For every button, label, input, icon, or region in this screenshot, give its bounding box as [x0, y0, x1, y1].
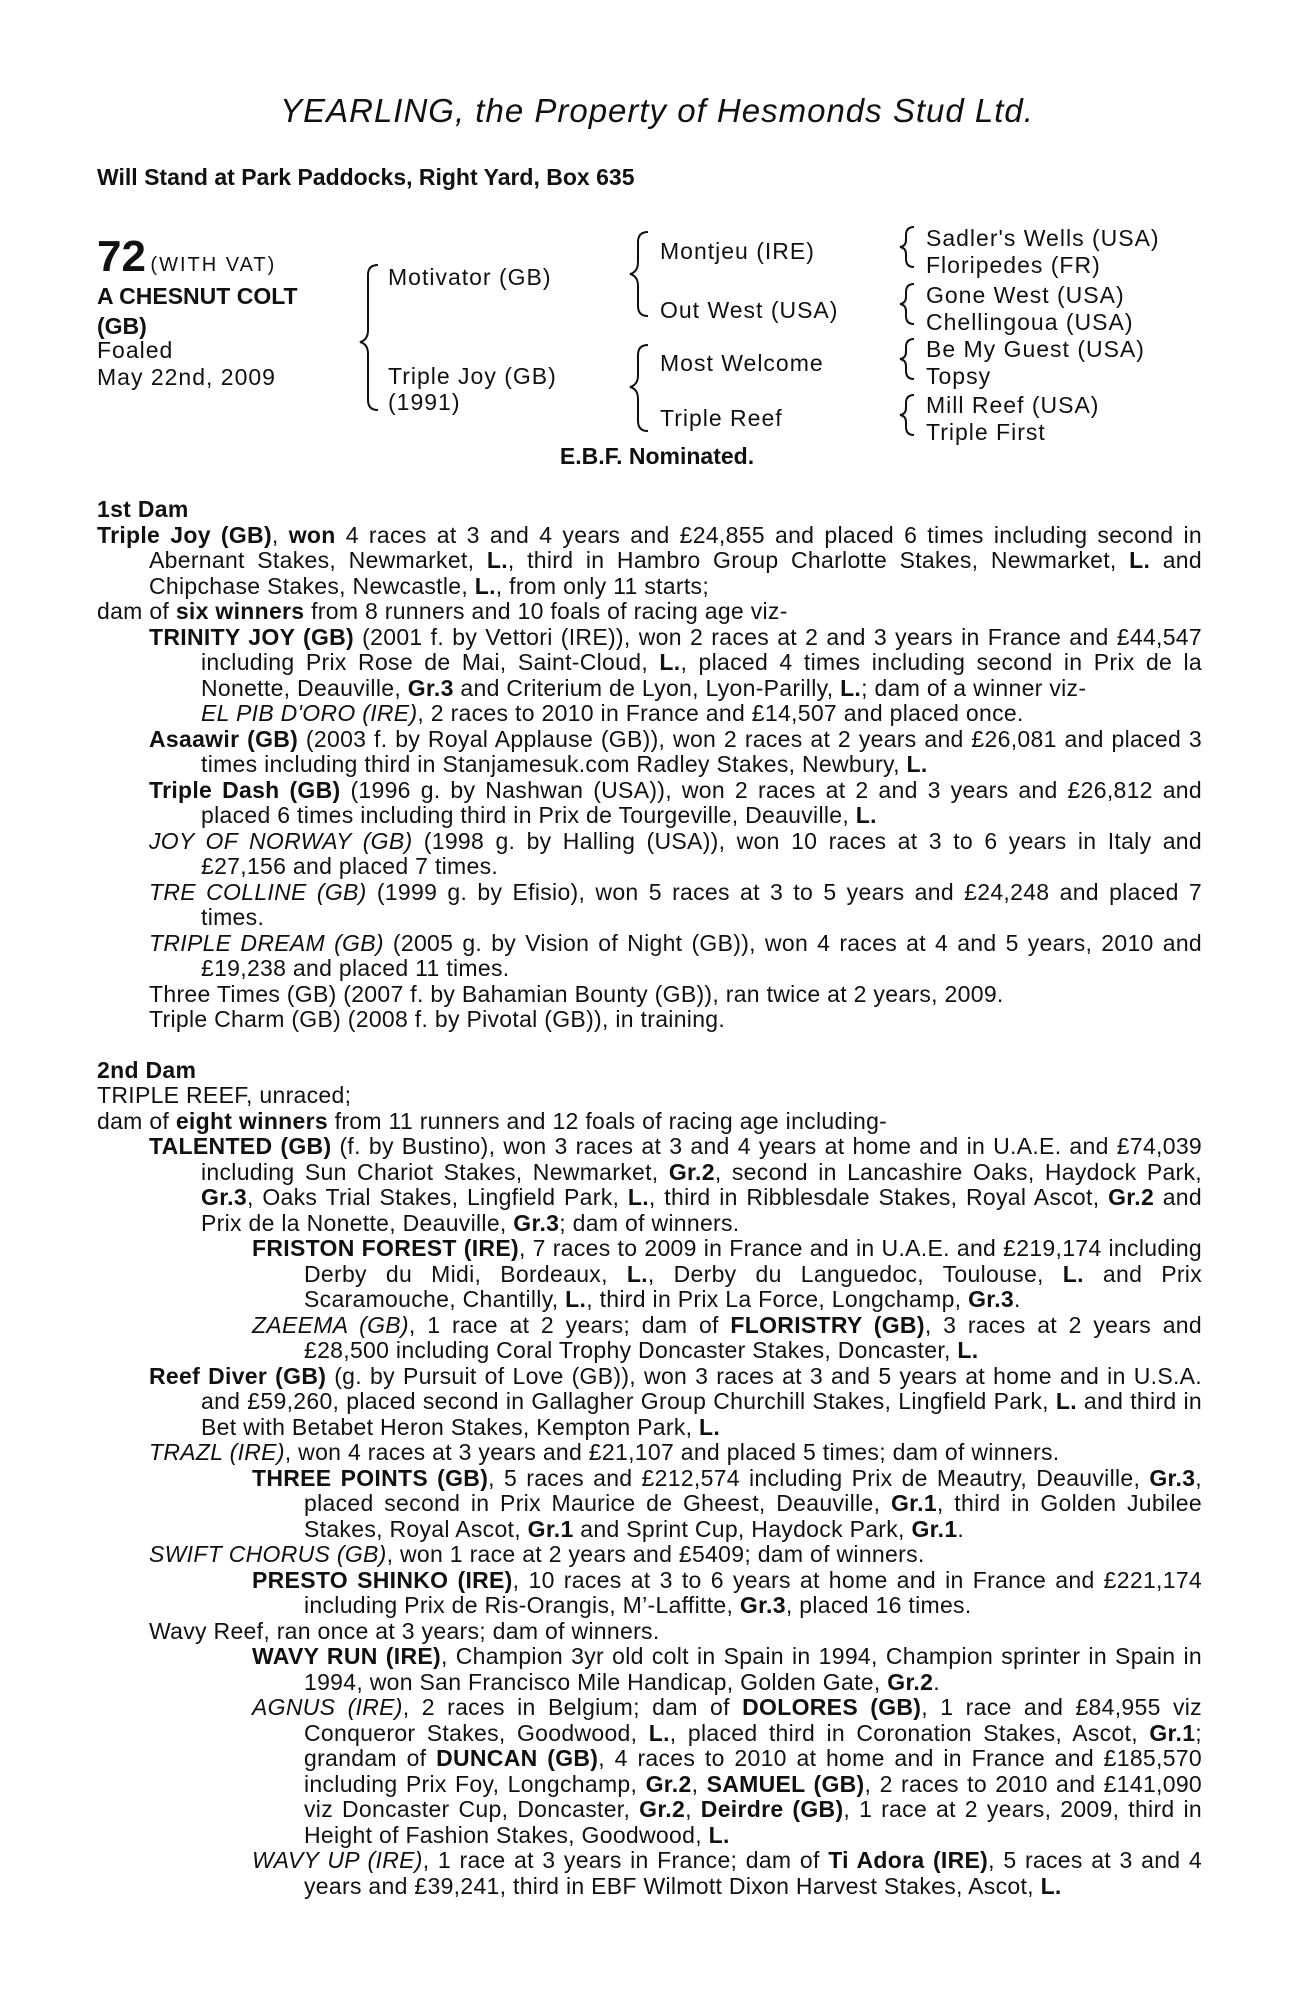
race-grade: L.: [474, 572, 496, 599]
text: and Criterium de Lyon, Lyon-Parilly,: [453, 674, 841, 701]
g4: Chellingoua (USA): [926, 309, 1134, 335]
foaled-date: May 22nd, 2009: [97, 364, 276, 390]
text: , Derby du Languedoc, Toulouse,: [647, 1260, 1063, 1287]
progeny-entry: [97, 1568, 1202, 1619]
race-grade: L.: [840, 674, 862, 701]
horse-name: Ti Adora (IRE): [828, 1847, 989, 1873]
text: , won 1 race at 2 years and £5409; dam of winners.: [386, 1541, 925, 1567]
text: ; dam of winners.: [559, 1209, 740, 1236]
horse-name: TRAZL (IRE): [149, 1439, 285, 1465]
race-grade: Gr.1: [527, 1515, 574, 1542]
text: (2005 g. by Vision of Night (GB)), won 4 races at 4 and 5 years, 2010 and £19,238 and placed 11 times.: [201, 929, 1203, 981]
race-grade: L.: [486, 547, 508, 573]
text: , won 4 races at 3 years and £21,107 and placed 5 times; dam of winners.: [284, 1439, 1060, 1465]
text: from 8 runners and 10 foals of racing age viz-: [304, 598, 788, 624]
foaled-label: Foaled: [97, 337, 174, 363]
horse-name: DOLORES (GB): [742, 1694, 922, 1720]
race-grade: L.: [1040, 1872, 1062, 1899]
race-grade: L.: [699, 1413, 721, 1440]
race-grade: Gr.3: [407, 674, 454, 701]
text: (2001 f. by Vettori (IRE)), won 2 races at 2 and 3 years in France and £44,547 including Prix Rose de Mai, Saint-Cloud,: [201, 623, 1202, 675]
race-grade: Gr.2: [887, 1668, 934, 1695]
second-dam-heading: 2nd Dam: [97, 1056, 197, 1083]
horse-name: TRE COLLINE (GB): [149, 878, 367, 905]
text: (2003 f. by Royal Applause (GB)), won 2 races at 2 years and £26,081 and placed 3 times including third in Stanjamesuk.com Radley Stakes, Newbury,: [201, 725, 1202, 777]
sire-dam: Out West (USA): [660, 297, 839, 323]
horse-name: WAVY UP (IRE): [252, 1847, 423, 1873]
progeny-entry: [97, 778, 1202, 829]
brace-dam: [630, 345, 648, 431]
race-grade: Gr.2: [668, 1158, 715, 1185]
horse-name: EL PIB D'ORO (IRE): [201, 700, 418, 726]
text: , 2 races to 2010 and £141,090 viz Doncaster Cup, Doncaster,: [304, 1770, 1203, 1822]
brace-g1: [900, 227, 914, 267]
text: (g. by Pursuit of Love (GB)), won 3 races at 3 and 5 years at home and in U.S.A. and £59,260, placed second in Gallagher Group Churchill Stakes, Lingfield Park,: [201, 1362, 1202, 1414]
text: and Sprint Cup, Haydock Park,: [573, 1515, 912, 1542]
race-grade: Gr.2: [645, 1770, 692, 1797]
text: , third in Golden Jubilee Stakes, Royal Ascot,: [304, 1490, 1202, 1542]
horse-name: ZAEEMA (GB): [252, 1311, 409, 1338]
g8: Triple First: [926, 419, 1046, 445]
text: six winners: [175, 598, 305, 624]
progeny-entry: Three Times (GB) (2007 f. by Bahamian Bounty (GB)), ran twice at 2 years, 2009.: [149, 980, 1004, 1007]
text: and Prix Scaramouche, Chantilly,: [304, 1260, 1203, 1312]
race-grade: L.: [1062, 1260, 1084, 1287]
progeny-entry: [97, 1848, 1202, 1899]
text: , 1 race at 2 years; dam of: [408, 1311, 731, 1338]
progeny-entry: [97, 1364, 1202, 1441]
text: ; dam of a winner viz-: [861, 674, 1087, 701]
text: , 5 races and £212,574 including Prix de Meautry, Deauville,: [488, 1464, 1150, 1491]
horse-name: SWIFT CHORUS (GB): [149, 1541, 387, 1567]
text: ,: [685, 1796, 701, 1822]
catalogue-body: [97, 497, 1202, 1899]
race-grade: L.: [906, 751, 928, 777]
progeny-entry: [97, 701, 1202, 727]
race-grade: Gr.2: [639, 1796, 686, 1822]
text: , 7 races to 2009 in France and in U.A.E. and £219,174 including Derby du Midi, Bordeaux,: [304, 1235, 1203, 1287]
horse-name: JOY OF NORWAY (GB): [149, 827, 413, 854]
text: (f. by Bustino), won 3 races at 3 and 4 years at home and in U.A.E. and £74,039 including Sun Chariot Stakes, Newmarket,: [201, 1133, 1202, 1185]
text: , Champion 3yr old colt in Spain in 1994, Champion sprinter in Spain in 1994, won San Francisco Mile Handicap, Golden Gate,: [304, 1643, 1203, 1695]
text: ,: [271, 521, 289, 548]
text: , third in Hambro Group Charlotte Stakes, Newmarket,: [507, 547, 1130, 573]
colt-line-2: (GB): [97, 313, 147, 339]
text: .: [957, 1515, 965, 1542]
text: , 4 races to 2010 at home and in France and £185,570 including Prix Foy, Longchamp,: [304, 1745, 1202, 1797]
dam-year: (1991): [388, 389, 461, 415]
race-grade: L.: [1129, 547, 1151, 573]
race-grade: Gr.3: [739, 1592, 786, 1618]
text: , 1 race at 3 years in France; dam of: [422, 1847, 829, 1873]
race-grade: Gr.1: [890, 1490, 937, 1516]
brace-g3: [900, 339, 914, 379]
text: , third in Prix La Force, Longchamp,: [586, 1286, 969, 1312]
lot-number: 72: [97, 232, 146, 281]
vat-note: (WITH VAT): [150, 254, 277, 276]
g6: Topsy: [926, 363, 992, 389]
text: ; grandam of: [304, 1719, 1202, 1771]
text: and Chipchase Stakes, Newcastle,: [149, 547, 1202, 599]
text: and third in Bet with Betabet Heron Stakes, Kempton Park,: [201, 1388, 1202, 1440]
text: and Prix de la Nonette, Deauville,: [201, 1184, 1202, 1236]
race-grade: Gr.1: [911, 1515, 958, 1542]
text: ,: [691, 1770, 707, 1797]
stand-location: Will Stand at Park Paddocks, Right Yard, Box 635: [97, 164, 635, 190]
text: , placed third in Coronation Stakes, Ascot,: [669, 1719, 1150, 1746]
horse-name: FLORISTRY (GB): [730, 1311, 925, 1338]
ebf-nominated: E.B.F. Nominated.: [559, 443, 755, 469]
horse-name: AGNUS (IRE): [252, 1694, 403, 1720]
race-grade: Gr.3: [201, 1184, 247, 1210]
horse-name: Asaawir (GB): [149, 725, 299, 752]
second-dam-entry: TRIPLE REEF, unraced;: [97, 1082, 352, 1108]
dam-sire: Most Welcome: [660, 350, 824, 376]
text: , 5 races at 3 and 4 years and £39,241, third in EBF Wilmott Dixon Harvest Stakes, Ascot,: [304, 1847, 1202, 1899]
horse-name: Reef Diver (GB): [149, 1362, 327, 1389]
race-grade: L.: [1055, 1388, 1077, 1414]
progeny-entry: Wavy Reef, ran once at 3 years; dam of winners.: [149, 1617, 660, 1644]
sire-sire: Montjeu (IRE): [660, 238, 815, 264]
text: , placed second in Prix Maurice de Gheest, Deauville,: [304, 1464, 1202, 1516]
progeny-entry: [97, 1440, 1202, 1466]
horse-name: FRISTON FOREST (IRE): [252, 1235, 519, 1261]
text: from 11 runners and 12 foals of racing age including-: [327, 1107, 888, 1134]
dam-of-line: [97, 599, 1202, 625]
horse-name: Deirdre (GB): [700, 1796, 844, 1822]
g1: Sadler's Wells (USA): [926, 225, 1160, 251]
progeny-entry: [97, 1134, 1202, 1236]
horse-name: THREE POINTS (GB): [252, 1464, 489, 1491]
dam: Triple Joy (GB): [388, 363, 557, 389]
race-grade: Gr.2: [1108, 1184, 1155, 1210]
text: , third in Ribblesdale Stakes, Royal Ascot,: [648, 1184, 1109, 1210]
progeny-entry: [97, 1695, 1202, 1848]
text: , 2 races to 2010 in France and £14,507 and placed once.: [417, 700, 1024, 726]
text: eight winners: [175, 1107, 328, 1134]
text: (1996 g. by Nashwan (USA)), won 2 races at 2 and 3 years and £26,812 and placed 6 times including third in Prix de Tourgeville, Deauville,: [201, 776, 1202, 828]
race-grade: L.: [565, 1286, 587, 1312]
g7: Mill Reef (USA): [926, 392, 1100, 418]
text: .: [1014, 1286, 1021, 1312]
text: , Oaks Trial Stakes, Lingfield Park,: [246, 1184, 628, 1210]
race-grade: L.: [659, 649, 681, 675]
brace-g4: [900, 395, 914, 435]
first-dam-heading: 1st Dam: [97, 496, 189, 522]
text: , placed 4 times including second in Prix de la Nonette, Deauville,: [201, 649, 1202, 701]
g3: Gone West (USA): [926, 282, 1125, 308]
progeny-entry: [97, 1236, 1202, 1313]
text: 4 races at 3 and 4 years and £24,855 and placed 6 times including second in Abernant Stakes, Newmarket,: [149, 521, 1202, 573]
colt-line-1: A CHESNUT COLT: [97, 283, 298, 309]
race-grade: L.: [855, 802, 877, 828]
progeny-entry: [97, 1542, 1202, 1568]
text: dam of: [97, 1107, 176, 1134]
race-grade: L.: [627, 1184, 649, 1210]
horse-name: TRINITY JOY (GB): [149, 623, 354, 650]
text: , 1 race and £84,955 viz Conqueror Stakes, Goodwood,: [304, 1694, 1202, 1746]
race-grade: L.: [648, 1719, 670, 1746]
horse-name: SAMUEL (GB): [706, 1770, 865, 1797]
progeny-entry: [97, 1313, 1202, 1364]
horse-name: WAVY RUN (IRE): [252, 1643, 441, 1669]
progeny-entry: [97, 727, 1202, 778]
race-grade: Gr.1: [1149, 1719, 1196, 1746]
page-title: YEARLING, the Property of Hesmonds Stud Ltd.: [280, 92, 1034, 129]
horse-name: Triple Joy (GB): [97, 521, 272, 548]
text: won: [288, 521, 336, 548]
race-grade: Gr.3: [1149, 1464, 1196, 1491]
race-grade: L.: [626, 1260, 648, 1287]
text: dam of: [97, 598, 176, 624]
text: .: [933, 1668, 940, 1695]
progeny-entry: [97, 625, 1202, 702]
horse-name: Triple Dash (GB): [149, 776, 341, 803]
progeny-entry: [97, 931, 1202, 982]
progeny-entry: [97, 880, 1202, 931]
horse-name: TRIPLE DREAM (GB): [149, 929, 384, 956]
dam-dam: Triple Reef: [660, 405, 783, 431]
brace-sire: [630, 232, 648, 316]
text: , from only 11 starts;: [495, 572, 710, 599]
brace-parents: [360, 265, 378, 410]
g2: Floripedes (FR): [926, 252, 1101, 278]
progeny-entry: [97, 1644, 1202, 1695]
g5: Be My Guest (USA): [926, 336, 1145, 362]
horse-name: TALENTED (GB): [149, 1133, 332, 1159]
text: , 1 race at 2 years, 2009, third in Height of Fashion Stakes, Goodwood,: [304, 1796, 1202, 1848]
text: (1999 g. by Efisio), won 5 races at 3 to 5 years and £24,248 and placed 7 times.: [201, 878, 1202, 930]
progeny-entry: [97, 829, 1202, 880]
race-grade: Gr.3: [968, 1286, 1015, 1312]
text: , placed 16 times.: [785, 1592, 972, 1618]
horse-name: DUNCAN (GB): [436, 1745, 599, 1771]
progeny-entry: Triple Charm (GB) (2008 f. by Pivotal (GB)), in training.: [149, 1006, 726, 1032]
brace-g2: [900, 284, 914, 324]
progeny-entry: [97, 1466, 1202, 1543]
text: , 10 races at 3 to 6 years at home and in France and £221,174 including Prix de Ris-Orangis, M’-Laffitte,: [304, 1566, 1203, 1618]
text: , 3 races at 2 years and £28,500 including Coral Trophy Doncaster Stakes, Doncaster,: [304, 1311, 1202, 1363]
dam-of-line: [97, 1109, 1202, 1135]
text: , second in Lancashire Oaks, Haydock Park,: [714, 1158, 1202, 1185]
sire: Motivator (GB): [388, 264, 552, 290]
first-dam-entry: [97, 523, 1202, 600]
text: (1998 g. by Halling (USA)), won 10 races at 3 to 6 years in Italy and £27,156 and placed 7 times.: [201, 827, 1202, 879]
text: , 2 races in Belgium; dam of: [402, 1694, 743, 1720]
race-grade: Gr.3: [513, 1209, 560, 1236]
race-grade: L.: [957, 1337, 979, 1363]
horse-name: PRESTO SHINKO (IRE): [252, 1566, 513, 1593]
race-grade: L.: [708, 1821, 730, 1848]
